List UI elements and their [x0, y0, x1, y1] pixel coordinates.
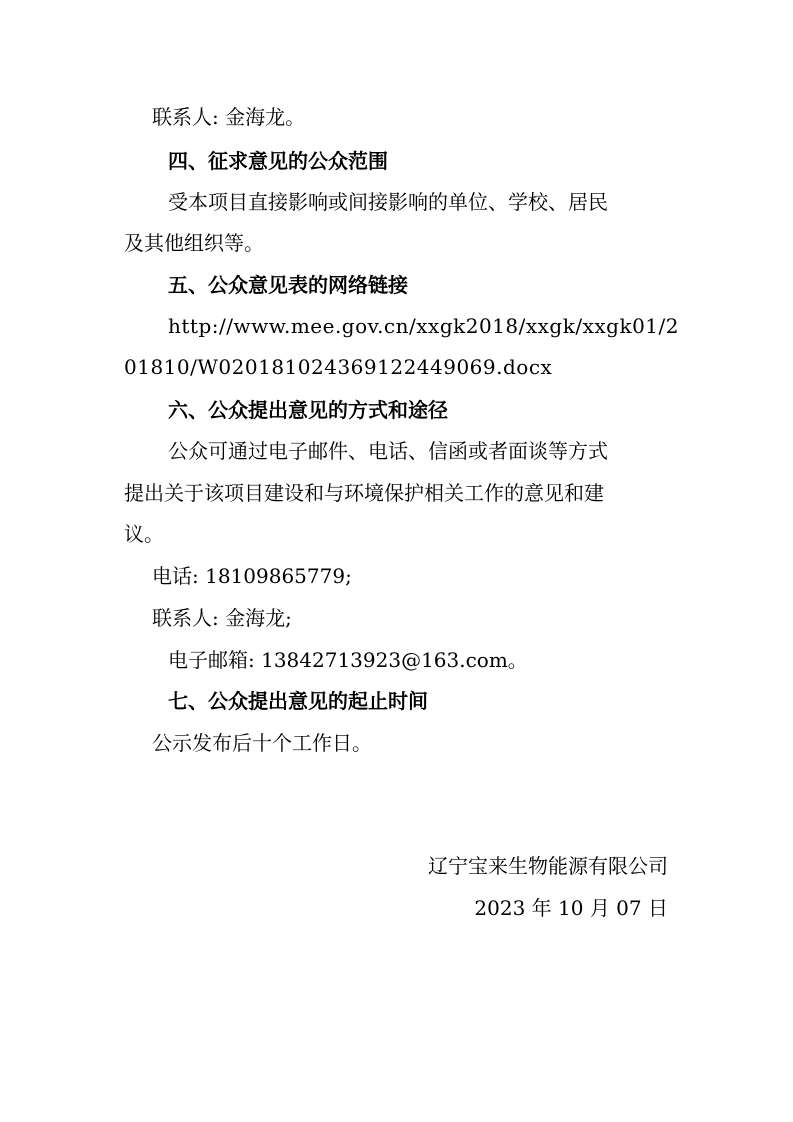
scope-paragraph-line-2: 及其他组织等。 — [124, 231, 264, 255]
period-line: 公示发布后十个工作日。 — [152, 731, 372, 755]
email-line: 电子邮箱: 13842713923@163.com。 — [168, 648, 528, 672]
phone-line: 电话: 18109865779; — [152, 564, 352, 588]
contact-person-line-2: 联系人: 金海龙; — [152, 606, 292, 630]
link-line-1[interactable]: http://www.mee.gov.cn/xxgk2018/xxgk/xxgk01/2 — [168, 314, 679, 338]
contact-person-line: 联系人: 金海龙。 — [152, 105, 306, 129]
signature-date: 2023 年 10 月 07 日 — [474, 896, 668, 920]
method-paragraph-line-3: 议。 — [124, 522, 164, 546]
section-heading-6: 六、公众提出意见的方式和途径 — [168, 398, 448, 422]
company-signature: 辽宁宝来生物能源有限公司 — [428, 854, 668, 878]
scope-paragraph-line-1: 受本项目直接影响或间接影响的单位、学校、居民 — [168, 190, 608, 214]
section-heading-4: 四、征求意见的公众范围 — [168, 149, 388, 173]
method-paragraph-line-2: 提出关于该项目建设和与环境保护相关工作的意见和建 — [124, 481, 604, 505]
section-heading-7: 七、公众提出意见的起止时间 — [168, 689, 428, 713]
link-line-2[interactable]: 01810/W020181024369122449069.docx — [124, 355, 553, 379]
section-heading-5: 五、公众意见表的网络链接 — [168, 273, 408, 297]
method-paragraph-line-1: 公众可通过电子邮件、电话、信函或者面谈等方式 — [168, 439, 608, 463]
